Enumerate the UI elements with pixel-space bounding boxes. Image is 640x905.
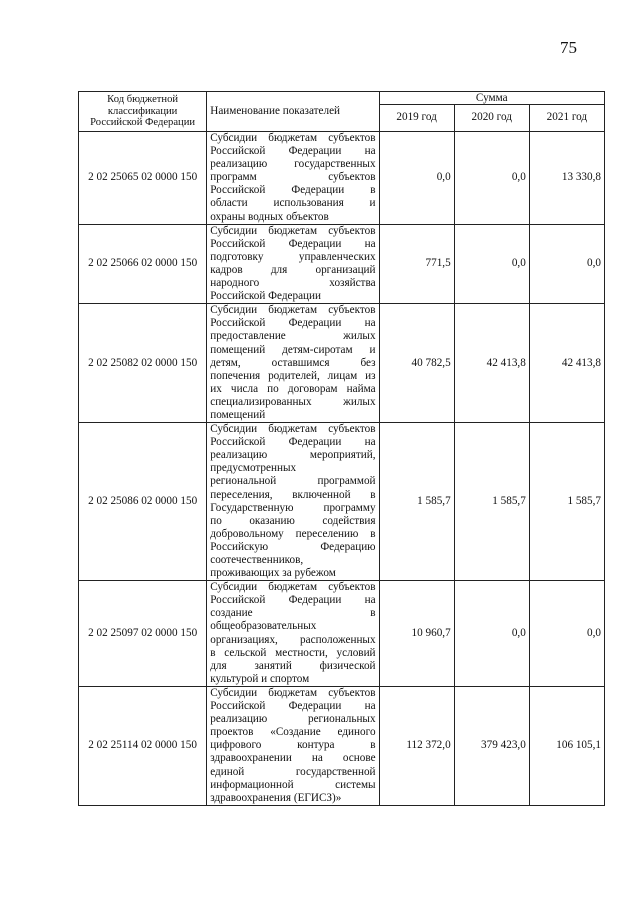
indicator-name-line: Субсидии бюджетам субъектов: [210, 581, 376, 594]
amount-2021: 42 413,8: [529, 304, 604, 423]
indicator-name-line: детям, оставшимся без: [210, 356, 376, 369]
indicator-name-line: Российской Федерации на: [210, 145, 376, 158]
amount-2020: 0,0: [454, 224, 529, 304]
table-body: [79, 132, 605, 806]
indicator-name-line: общеобразовательных: [210, 620, 317, 633]
amount-2019: 0,0: [379, 132, 454, 225]
amount-2021: 0,0: [529, 224, 604, 304]
indicator-name-line: Субсидии бюджетам субъектов: [210, 224, 376, 237]
indicator-name-line: проживающих за рубежом: [210, 567, 336, 580]
budget-code: 2 02 25097 02 0000 150: [79, 581, 207, 687]
indicator-name-line: Российской Федерации в: [210, 184, 376, 197]
indicator-name-line: попечения родителей, лицам из: [210, 369, 376, 382]
table-row: [79, 423, 605, 581]
header-sum: Сумма: [379, 92, 604, 105]
budget-code: 2 02 25082 02 0000 150: [79, 304, 207, 423]
amount-2019: 1 585,7: [379, 423, 454, 581]
table-row: [79, 581, 605, 687]
table-row: [79, 686, 605, 805]
table-row: [79, 132, 605, 225]
amount-2020: 1 585,7: [454, 423, 529, 581]
indicator-name-line: единой государственной: [210, 765, 376, 778]
amount-2019: 40 782,5: [379, 304, 454, 423]
indicator-name: [207, 686, 379, 805]
budget-code: 2 02 25086 02 0000 150: [79, 423, 207, 581]
indicator-name-line: народного хозяйства: [210, 277, 376, 290]
indicator-name-line: области использования и: [210, 197, 376, 210]
amount-2019: 10 960,7: [379, 581, 454, 687]
budget-table: [78, 91, 605, 806]
indicator-name: [207, 224, 379, 304]
table-row: [79, 304, 605, 423]
indicator-name-line: создание в: [210, 607, 376, 620]
header-year-2019: 2019 год: [379, 105, 454, 132]
amount-2021: 1 585,7: [529, 423, 604, 581]
table-row: [79, 224, 605, 304]
indicator-name-line: организациях, расположенных: [210, 633, 376, 646]
budget-code: 2 02 25066 02 0000 150: [79, 224, 207, 304]
indicator-name-line: реализацию мероприятий,: [210, 449, 376, 462]
indicator-name: [207, 581, 379, 687]
indicator-name-line: добровольному переселению в: [210, 527, 376, 540]
indicator-name: [207, 304, 379, 423]
amount-2019: 771,5: [379, 224, 454, 304]
indicator-name-line: реализацию региональных: [210, 713, 376, 726]
indicator-name-line: Субсидии бюджетам субъектов: [210, 132, 376, 144]
indicator-name-line: помещений детям-сиротам и: [210, 343, 376, 356]
indicator-name-line: информационной системы: [210, 778, 376, 791]
budget-code: 2 02 25065 02 0000 150: [79, 132, 207, 225]
header-code-line: классификации: [107, 105, 178, 117]
indicator-name-line: здравоохранения (ЕГИСЗ)»: [210, 791, 342, 804]
indicator-name-line: реализацию государственных: [210, 158, 376, 171]
header-code-line: Код бюджетной: [107, 94, 179, 106]
amount-2020: 0,0: [454, 581, 529, 687]
indicator-name-line: их числа по договорам найма: [210, 382, 376, 395]
indicator-name-line: помещений: [210, 408, 266, 421]
amount-2021: 13 330,8: [529, 132, 604, 225]
indicator-name-line: в сельской местности, условий: [210, 646, 376, 659]
amount-2020: 0,0: [454, 132, 529, 225]
indicator-name-line: Субсидии бюджетам субъектов: [210, 423, 376, 436]
indicator-name-line: Российской Федерации на: [210, 594, 376, 607]
indicator-name-line: проектов «Создание единого: [210, 726, 376, 739]
indicator-name-line: кадров для организаций: [210, 263, 376, 276]
amount-2021: 106 105,1: [529, 686, 604, 805]
indicator-name-line: охраны водных объектов: [210, 210, 329, 223]
header-year-2021: 2021 год: [529, 105, 604, 132]
indicator-name-line: Государственную программу: [210, 501, 376, 514]
indicator-name-line: цифрового контура в: [210, 739, 376, 752]
indicator-name: [207, 423, 379, 581]
indicator-name-line: предоставление жилых: [210, 330, 376, 343]
budget-code: 2 02 25114 02 0000 150: [79, 686, 207, 805]
indicator-name-line: культурой и спортом: [210, 672, 310, 685]
header-year-2020: 2020 год: [454, 105, 529, 132]
indicator-name: [207, 132, 379, 225]
amount-2020: 42 413,8: [454, 304, 529, 423]
indicator-name-line: Российской Федерации на: [210, 237, 376, 250]
indicator-name-line: здравоохранении на основе: [210, 752, 376, 765]
page-number: 75: [560, 38, 577, 57]
indicator-name-line: Российской Федерации на: [210, 317, 376, 330]
indicator-name-line: Российской Федерации: [210, 290, 321, 303]
header-code-line: Российской Федерации: [90, 117, 196, 129]
indicator-name-line: соотечественников,: [210, 554, 304, 566]
indicator-name-line: подготовку управленческих: [210, 250, 376, 263]
indicator-name-line: Российской Федерации на: [210, 436, 376, 449]
indicator-name-line: Субсидии бюджетам субъектов: [210, 686, 376, 699]
header-name: Наименование показателей: [207, 92, 379, 132]
indicator-name-line: переселения, включенной в: [210, 488, 376, 501]
indicator-name-line: региональной программой: [210, 475, 376, 488]
indicator-name-line: Субсидии бюджетам субъектов: [210, 304, 376, 317]
indicator-name-line: по оказанию содействия: [210, 514, 376, 527]
header-code: [79, 92, 207, 132]
amount-2019: 112 372,0: [379, 686, 454, 805]
indicator-name-line: Российской Федерации на: [210, 700, 376, 713]
indicator-name-line: специализированных жилых: [210, 395, 376, 408]
indicator-name-line: Российскую Федерацию: [210, 540, 376, 553]
amount-2020: 379 423,0: [454, 686, 529, 805]
indicator-name-line: предусмотренных: [210, 462, 297, 475]
amount-2021: 0,0: [529, 581, 604, 687]
indicator-name-line: для занятий физической: [210, 659, 376, 672]
indicator-name-line: программ субъектов: [210, 171, 376, 184]
